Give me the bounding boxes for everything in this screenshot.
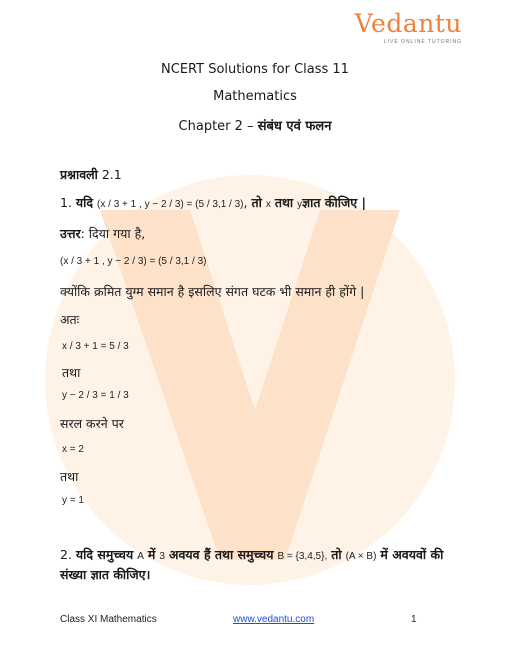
q2-three: 3 — [159, 551, 165, 562]
chapter-prefix: Chapter 2 – — [178, 119, 258, 134]
answer-tatha-2: तथा — [60, 469, 79, 484]
q2-line2: संख्या ज्ञात कीजिए। — [60, 567, 151, 582]
header-chapter — [0, 116, 510, 134]
q2-part2: में — [147, 547, 156, 562]
question-1: 1. यदि (x / 3 + 1 , y − 2 / 3) = (5 / 3,1 / 3), तो x तथा yज्ञात कीजिए | — [60, 195, 367, 210]
q1-expression: (x / 3 + 1 , y − 2 / 3) = (5 / 3,1 / 3) — [97, 199, 244, 210]
answer-atah: अतः — [60, 312, 80, 327]
exercise-number: 2.1 — [101, 167, 122, 182]
q2-part4: में अवयवों की — [380, 547, 444, 562]
answer-label: उत्तर — [60, 226, 81, 241]
question-2 — [60, 546, 443, 563]
q2-to: तो — [331, 547, 342, 562]
answer-tatha-1: तथा — [62, 365, 81, 380]
footer-class: Class XI Mathematics — [60, 614, 157, 625]
q1-yadi: यदि — [75, 195, 94, 210]
q2-part1: यदि समुच्चय — [75, 547, 134, 562]
equation-1: x / 3 + 1 = 5 / 3 — [62, 341, 129, 352]
q1-tatha: तथा — [274, 195, 294, 210]
logo-wordmark: Vedantu — [354, 9, 462, 38]
q2-product: (A × B) — [345, 551, 377, 562]
q1-y: y — [297, 199, 303, 210]
equation-2: y − 2 / 3 = 1 / 3 — [62, 390, 129, 401]
answer-given: : दिया गया है, — [80, 226, 146, 241]
footer-page-number: 1 — [411, 614, 417, 625]
result-x: x = 2 — [62, 444, 84, 455]
exercise-heading — [60, 166, 122, 183]
q2-set-b: B = {3,4,5}, — [277, 551, 328, 562]
vedantu-logo[interactable] — [342, 10, 462, 45]
answer-simplify: सरल करने पर — [60, 416, 124, 431]
q1-number: 1. — [60, 195, 72, 210]
answer-intro — [60, 225, 145, 242]
logo-tagline: LIVE ONLINE TUTORING — [383, 39, 462, 45]
q1-ask: ज्ञात कीजिए | — [302, 195, 367, 210]
answer-reason: क्योंकि क्रमित युग्म समान है इसलिए संगत घटक भी समान ही होंगे | — [60, 284, 365, 299]
q2-set-a: A — [137, 551, 144, 562]
header-subject: Mathematics — [213, 89, 297, 104]
header-title: NCERT Solutions for Class 11 — [161, 62, 349, 77]
chapter-hindi-title: संबंध एवं फलन — [257, 119, 332, 134]
q1-x: x — [265, 199, 271, 210]
answer-expression: (x / 3 + 1 , y − 2 / 3) = (5 / 3,1 / 3) — [60, 256, 207, 267]
footer-website-link[interactable]: www.vedantu.com — [233, 614, 315, 625]
q2-number: 2. — [60, 547, 72, 562]
q2-part3: अवयव हैं तथा समुच्चय — [168, 547, 274, 562]
result-y: y = 1 — [62, 495, 84, 506]
q1-to: तो — [251, 195, 262, 210]
exercise-title: प्रश्नावली — [60, 167, 98, 182]
